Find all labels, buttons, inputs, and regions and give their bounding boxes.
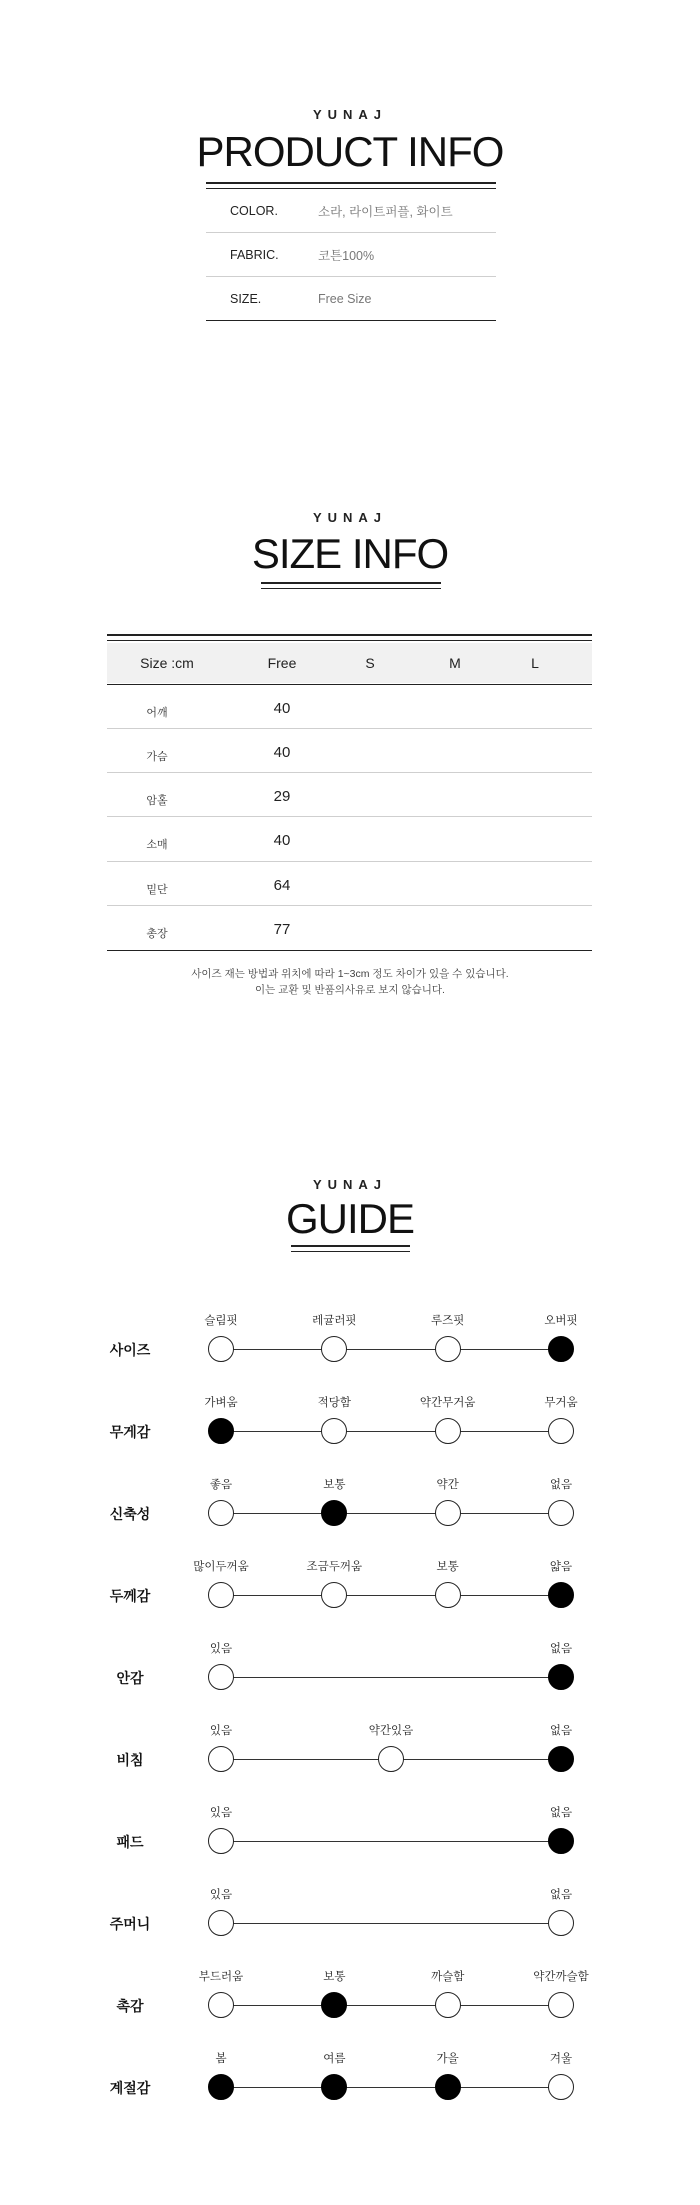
guide-option-dot xyxy=(435,1336,461,1362)
guide-option-dot xyxy=(548,1500,574,1526)
guide-option-dot xyxy=(435,1992,461,2018)
guide-option-label: 보통 xyxy=(323,1971,346,1983)
size-note: 이는 교환 및 반품의사유로 보지 않습니다. xyxy=(255,984,445,996)
guide-option-dot xyxy=(208,2074,234,2100)
size-table-header-cell: M xyxy=(449,655,461,671)
product-info-brand: YUNAJ xyxy=(312,107,388,122)
guide-option-label: 오버핏 xyxy=(544,1315,578,1327)
product-info-title: PRODUCT INFO xyxy=(196,128,504,175)
guide-option-label: 약간무거움 xyxy=(419,1397,476,1409)
guide-option-label: 약간있음 xyxy=(368,1725,414,1737)
guide-track xyxy=(221,1595,561,1596)
size-table-label: 밑단 xyxy=(146,884,168,896)
divider xyxy=(107,861,592,862)
size-info-title: SIZE INFO xyxy=(251,530,449,577)
divider xyxy=(206,182,496,184)
guide-option-dot xyxy=(321,1336,347,1362)
size-table-label: 어깨 xyxy=(146,707,168,719)
size-table-label: 가슴 xyxy=(146,751,168,763)
product-info-key: FABRIC. xyxy=(230,248,279,262)
guide-option-dot xyxy=(548,1910,574,1936)
guide-option-label: 봄 xyxy=(215,2053,227,2065)
guide-option-dot xyxy=(548,1582,574,1608)
guide-option-label: 적당함 xyxy=(317,1397,351,1409)
size-table-label: 총장 xyxy=(146,928,168,940)
guide-option-label: 없음 xyxy=(549,1807,573,1819)
divider xyxy=(291,1251,410,1252)
divider xyxy=(107,816,592,817)
divider xyxy=(107,634,592,636)
guide-option-dot xyxy=(435,2074,461,2100)
size-table-header-cell: Free xyxy=(267,655,297,671)
product-info-value: 소라, 라이트퍼플, 화이트 xyxy=(318,205,453,219)
guide-row-label: 비침 xyxy=(116,1752,144,1768)
guide-row-label: 안감 xyxy=(116,1670,144,1686)
size-table-label: 소매 xyxy=(146,839,168,851)
guide-option-label: 보통 xyxy=(323,1479,346,1491)
product-info-row-color xyxy=(206,189,496,233)
guide-option-label: 무거움 xyxy=(544,1397,578,1409)
guide-title: GUIDE xyxy=(285,1195,414,1242)
guide-option-dot xyxy=(208,1746,234,1772)
guide-option-dot xyxy=(548,1828,574,1854)
guide-option-label: 까슬함 xyxy=(430,1971,465,1983)
guide-track xyxy=(221,1923,561,1924)
product-info-value: Free Size xyxy=(318,292,372,306)
product-info-row-size xyxy=(206,277,496,321)
size-note: 사이즈 재는 방법과 위치에 따라 1~3cm 정도 차이가 있을 수 있습니다. xyxy=(191,968,509,980)
guide-option-label: 얇음 xyxy=(549,1561,573,1573)
product-info-value: 코튼100% xyxy=(318,249,375,263)
guide-option-dot xyxy=(321,2074,347,2100)
guide-option-dot xyxy=(208,1418,234,1444)
guide-track xyxy=(221,1841,561,1842)
guide-option-label: 가을 xyxy=(436,2053,459,2065)
guide-track xyxy=(221,1349,561,1350)
divider xyxy=(107,905,592,906)
size-table-value: 40 xyxy=(273,700,291,717)
guide-option-label: 슬림핏 xyxy=(204,1315,238,1327)
guide-option-dot xyxy=(378,1746,404,1772)
guide-option-label: 있음 xyxy=(209,1889,233,1901)
divider xyxy=(291,1245,410,1247)
divider xyxy=(107,950,592,951)
guide-row-label: 무게감 xyxy=(109,1424,151,1440)
guide-option-label: 겨울 xyxy=(549,2053,573,2065)
guide-option-label: 조금두꺼움 xyxy=(306,1561,363,1573)
guide-option-label: 가벼움 xyxy=(204,1397,238,1409)
guide-option-dot xyxy=(435,1582,461,1608)
size-table-value: 40 xyxy=(273,744,291,761)
guide-option-dot xyxy=(208,1500,234,1526)
guide-option-dot xyxy=(548,1992,574,2018)
guide-row-label: 촉감 xyxy=(116,1998,144,2014)
guide-option-dot xyxy=(208,1910,234,1936)
product-info-key: SIZE. xyxy=(230,292,262,306)
guide-option-label: 루즈핏 xyxy=(430,1315,465,1327)
guide-option-label: 약간까슬함 xyxy=(533,1971,589,1983)
guide-option-dot xyxy=(435,1418,461,1444)
divider xyxy=(261,582,441,584)
guide-track xyxy=(221,2005,561,2006)
size-table-value: 29 xyxy=(273,788,291,805)
guide-row-label: 사이즈 xyxy=(109,1342,151,1358)
guide-option-label: 없음 xyxy=(549,1725,573,1737)
guide-row-label: 계절감 xyxy=(109,2080,151,2096)
guide-option-dot xyxy=(321,1992,347,2018)
guide-brand: YUNAJ xyxy=(312,1177,388,1192)
guide-track xyxy=(221,1431,561,1432)
guide-option-dot xyxy=(548,1418,574,1444)
size-table-value: 77 xyxy=(273,921,291,938)
guide-row-label: 신축성 xyxy=(109,1506,151,1522)
guide-option-label: 많이두꺼움 xyxy=(193,1561,249,1573)
guide-row-label: 주머니 xyxy=(109,1916,151,1932)
guide-option-label: 부드러움 xyxy=(198,1971,244,1983)
guide-option-label: 없음 xyxy=(549,1889,573,1901)
guide-option-label: 있음 xyxy=(209,1807,233,1819)
guide-option-dot xyxy=(208,1664,234,1690)
divider xyxy=(107,640,592,641)
guide-option-dot xyxy=(435,1500,461,1526)
size-info-brand: YUNAJ xyxy=(312,510,388,525)
divider xyxy=(107,772,592,773)
guide-track xyxy=(221,2087,561,2088)
guide-option-label: 약간 xyxy=(436,1479,459,1491)
guide-option-dot xyxy=(548,1746,574,1772)
guide-option-dot xyxy=(321,1418,347,1444)
guide-option-label: 레귤러핏 xyxy=(312,1315,357,1327)
guide-option-dot xyxy=(208,1336,234,1362)
guide-option-label: 있음 xyxy=(209,1643,233,1655)
guide-option-dot xyxy=(208,1992,234,2018)
size-table-header-cell: S xyxy=(365,655,375,671)
size-table-header-cell: Size :cm xyxy=(140,655,194,671)
guide-option-label: 보통 xyxy=(436,1561,459,1573)
size-table-value: 64 xyxy=(273,877,291,894)
guide-option-label: 여름 xyxy=(323,2053,346,2065)
size-table-value: 40 xyxy=(273,832,291,849)
divider xyxy=(206,320,496,321)
guide-row-label: 두께감 xyxy=(109,1588,151,1604)
size-table-header-cell: L xyxy=(531,655,539,671)
guide-track xyxy=(221,1677,561,1678)
guide-option-dot xyxy=(548,1664,574,1690)
guide-option-label: 있음 xyxy=(209,1725,233,1737)
guide-option-dot xyxy=(208,1828,234,1854)
product-info-row-fabric xyxy=(206,233,496,277)
guide-option-dot xyxy=(208,1582,234,1608)
divider xyxy=(107,728,592,729)
size-table-label: 암홀 xyxy=(146,795,168,807)
guide-option-label: 좋음 xyxy=(209,1479,233,1491)
guide-option-label: 없음 xyxy=(549,1479,573,1491)
guide-row-label: 패드 xyxy=(116,1834,144,1850)
guide-track xyxy=(221,1513,561,1514)
guide-option-dot xyxy=(321,1582,347,1608)
divider xyxy=(261,588,441,589)
guide-option-dot xyxy=(548,1336,574,1362)
divider xyxy=(107,684,592,685)
product-info-key: COLOR. xyxy=(230,204,278,218)
guide-option-dot xyxy=(548,2074,574,2100)
guide-option-dot xyxy=(321,1500,347,1526)
guide-option-label: 없음 xyxy=(549,1643,573,1655)
